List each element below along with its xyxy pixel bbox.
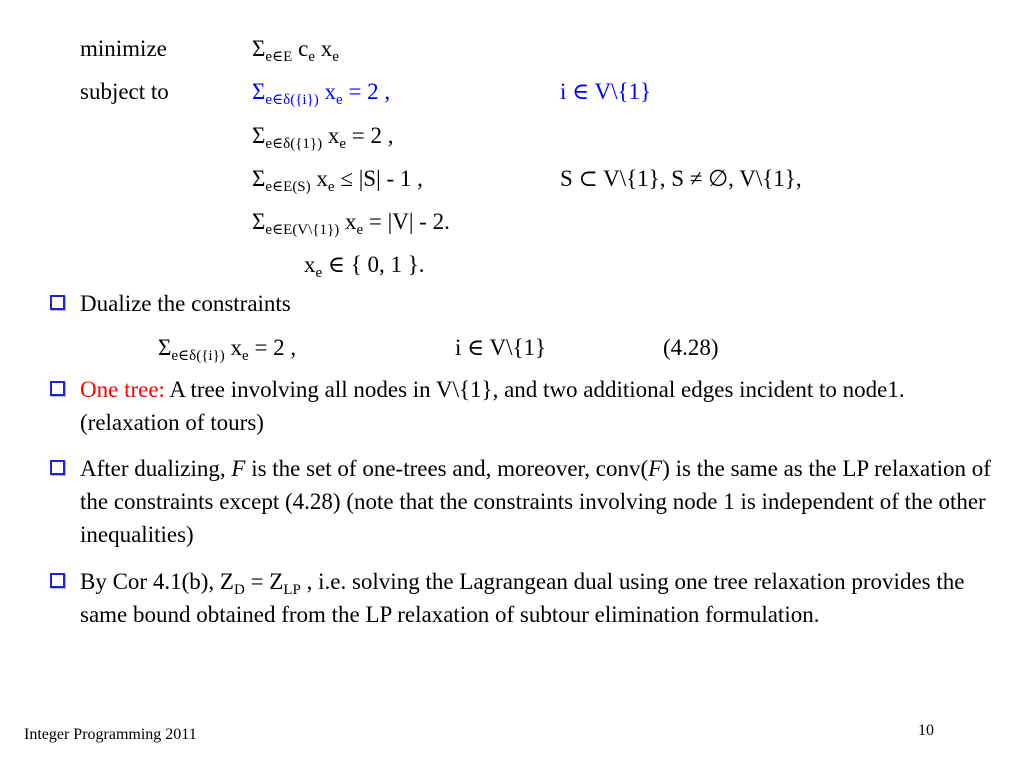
checkbox-bullet-icon	[50, 381, 65, 396]
text-run: is the set of one-trees and, moreover, conv(	[245, 456, 649, 481]
sum-index: e∈E(V\{1})	[265, 222, 340, 238]
page-number: 10	[918, 722, 934, 739]
bullet-dualize: Dualize the constraints	[80, 291, 291, 316]
sum-index: e∈δ({i})	[171, 348, 225, 364]
bullet-after-dualizing	[80, 452, 1000, 551]
sum-index: e∈δ({1})	[265, 136, 323, 152]
sum-index: e∈E(S)	[265, 179, 311, 195]
text-run: ) is the same as the LP relaxation of the constraints except (4.28) (note that the constraints involving node 1 is independent of the other inequalities)	[80, 456, 991, 547]
bullet-cor	[80, 565, 1000, 631]
var-sub: e	[356, 222, 364, 238]
checkbox-bullet-icon	[50, 295, 65, 310]
z-sub: LP	[283, 582, 301, 598]
text-run: = Z	[244, 569, 284, 594]
var-sub: e	[339, 136, 347, 152]
var-sub: e	[327, 179, 335, 195]
var-sub: e	[315, 265, 323, 281]
sigma: Σ	[252, 36, 266, 61]
checkbox-bullet-icon	[50, 460, 65, 475]
x-var: x	[322, 123, 340, 148]
x-var: x	[224, 335, 243, 360]
bullet-one-tree	[80, 373, 1000, 439]
sigma: Σ	[252, 123, 266, 148]
sigma: Σ	[252, 79, 266, 104]
footer-course: Integer Programming 2011	[24, 726, 197, 743]
minimize-label: minimize	[80, 36, 167, 61]
x-var: x	[339, 209, 357, 234]
rhs: = 2 ,	[342, 79, 391, 104]
z-sub: D	[233, 582, 245, 598]
equation-number: (4.28)	[663, 335, 719, 360]
rhs: = 2 ,	[248, 335, 297, 360]
constraint-degree-i-domain: i ∈ V\{1}	[560, 79, 652, 104]
constraint-subtour-domain: S ⊂ V\{1}, S ≠ ∅, V\{1},	[560, 166, 802, 191]
set-F: F	[231, 456, 246, 481]
sum-index: e∈δ({i})	[265, 92, 319, 108]
x-var: x	[304, 252, 316, 277]
x-var: x	[310, 166, 328, 191]
rhs: = 2 ,	[346, 123, 394, 148]
dual-equation	[158, 335, 297, 364]
one-tree-definition: A tree involving all nodes in V\{1}, and two additional edges incident to node1. (relaxation of tours)	[80, 377, 905, 435]
one-tree-term: One tree:	[80, 377, 165, 402]
constraint-binary	[304, 252, 425, 281]
sigma: Σ	[252, 209, 266, 234]
text-run: By Cor 4.1(b), Z	[80, 569, 234, 594]
rhs: ∈ { 0, 1 }.	[322, 252, 425, 277]
x-var: x	[314, 36, 333, 61]
constraint-edge-count	[252, 209, 450, 238]
constraint-degree-i	[252, 79, 391, 108]
objective-function	[252, 36, 339, 65]
text-run: After dualizing,	[80, 456, 232, 481]
text-run: , i.e. solving the Lagrangean dual using one tree relaxation provides the same bound obtained from the LP relaxation of subtour elimination formulation.	[80, 569, 965, 627]
var-sub: e	[308, 49, 315, 65]
checkbox-bullet-icon	[50, 573, 65, 588]
x-var: x	[318, 79, 337, 104]
rhs: ≤ |S| - 1 ,	[334, 166, 423, 191]
var-sub: e	[242, 348, 249, 364]
constraint-degree-1	[252, 123, 394, 152]
sigma: Σ	[252, 166, 266, 191]
constraint-subtour	[252, 166, 423, 195]
var-sub: e	[332, 49, 339, 65]
var-sub: e	[336, 92, 343, 108]
dual-equation-domain: i ∈ V\{1}	[455, 335, 547, 360]
rhs: = |V| - 2.	[363, 209, 450, 234]
sum-index: e∈E	[265, 49, 293, 65]
sigma: Σ	[158, 335, 172, 360]
set-F: F	[648, 456, 663, 481]
subject-to-label: subject to	[80, 79, 169, 104]
cost-var: c	[292, 36, 309, 61]
